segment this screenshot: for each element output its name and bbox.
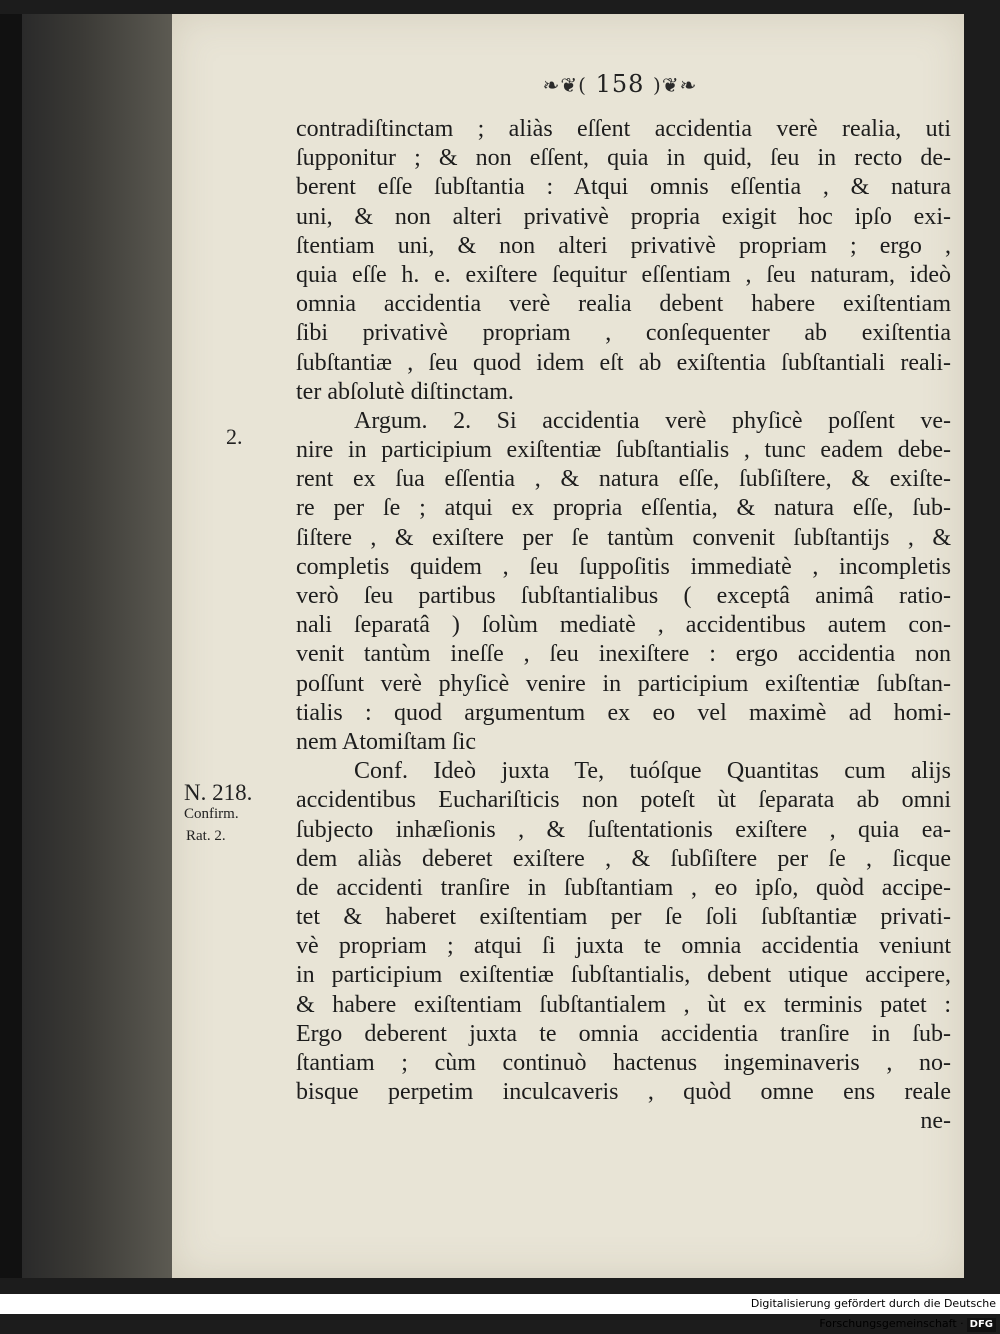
body-text (296, 115, 951, 1137)
text-line: ſubſtantiæ , ſeu quod idem eſt ab exiſtentia ſubſtantiali reali- (296, 349, 951, 376)
text-line: poſſunt verè phyſicè venire in participium exiſtentiæ ſubſtan- (296, 670, 951, 697)
text-line: rent ex ſua eſſentia , & natura eſſe, ſubſiſtere, & exiſte- (296, 466, 951, 493)
text-line: Conf. Ideò juxta Te, tuóſque Quantitas cum alijs (354, 758, 951, 785)
text-line: tialis : quod argumentum ex eo vel maximè ad homi- (296, 699, 951, 726)
text-line: quia eſſe h. e. exiſtere ſequitur eſſentiam , ſeu naturam, ideò (296, 261, 951, 288)
text-line: nire in participium exiſtentiæ ſubſtantialis , tunc eadem debe- (296, 437, 951, 464)
text-line: nem Atomiſtam ſic (296, 728, 476, 755)
dfg-logo: DFG (967, 1318, 996, 1332)
page-number: 158 (595, 70, 645, 98)
text-line: ſtentiam uni, & non alteri privativè propriam ; ergo , (296, 232, 951, 259)
text-line: verò ſeu partibus ſubſtantialibus ( exceptâ animâ ratio- (296, 583, 951, 609)
text-line: berent eſſe ſubſtantia : Atqui omnis eſſentia , & natura (296, 174, 951, 201)
margin-number-2: 2. (226, 424, 243, 449)
footer-bar (0, 1294, 612, 1314)
funding-footer (612, 1294, 1000, 1330)
text-line: in participium exiſtentiæ ſubſtantialis, debent utique accipere, (296, 962, 951, 989)
text-line: ſtantiam ; cùm continuò hactenus ingeminaveris , no- (296, 1050, 951, 1076)
text-line: nali ſeparatâ ) ſolùm mediatè , accidentibus autem con- (296, 612, 951, 639)
margin-confirm-label: Confirm. (184, 806, 239, 822)
text-line: accidentibus Euchariſticis non poteſt ùt ſeparata ab omni (296, 787, 951, 814)
catchword: ne- (920, 1108, 951, 1135)
text-line: vè propriam ; atqui ſi juxta te omnia accidentia veniunt (296, 933, 951, 960)
text-line: ſibi privativè propriam , conſequenter ab exiſtentia (296, 320, 951, 347)
text-line: & habere exiſtentiam ſubſtantialem , ùt ex terminis patet : (296, 991, 951, 1018)
text-line: ſubjecto inhæſionis , & ſuſtentationis exiſtere , quia ea- (296, 816, 951, 843)
text-line: tet & haberet exiſtentiam per ſe ſoli ſubſtantiæ privati- (296, 904, 951, 931)
funding-text: Digitalisierung gefördert durch die Deutsche Forschungsgemeinschaft · (750, 1297, 996, 1330)
margin-rat-label: Rat. 2. (186, 828, 226, 844)
text-line: contradiſtinctam ; aliàs eſſent accidentia verè realia, uti (296, 116, 951, 142)
text-line: completis quidem , ſeu ſuppoſitis immediatè , incompletis (296, 553, 951, 580)
text-line: ſupponitur ; & non eſſent, quia in quid, ſeu in recto de- (296, 145, 951, 172)
header-ornament-right: )❦❧ (653, 73, 698, 97)
text-line: re per ſe ; atqui ex propria eſſentia, & natura eſſe, ſub- (296, 495, 951, 522)
text-line: de accidenti tranſire in ſubſtantiam , eo ipſo, quòd accipe- (296, 874, 951, 901)
text-line: venit tantùm ineſſe , ſeu inexiſtere : ergo accidentia non (296, 641, 951, 668)
page-header (500, 70, 740, 104)
text-line: uni, & non alteri privativè propria exigit hoc ipſo exi- (296, 203, 951, 230)
text-line: omnia accidentia verè realia debent habere exiſtentiam (296, 291, 951, 318)
book-spine (0, 14, 22, 1278)
text-line: ſiſtere , & exiſtere per ſe tantùm convenit ſubſtantijs , & (296, 524, 951, 551)
facing-page-edge (22, 14, 172, 1278)
margin-paragraph-number: N. 218. (184, 780, 253, 805)
text-line: Ergo deberent juxta te omnia accidentia tranſire in ſub- (296, 1020, 951, 1047)
header-ornament-left: ❧❦( (542, 73, 587, 97)
text-line: bisque perpetim inculcaveris , quòd omne ens reale (296, 1079, 951, 1106)
text-line: dem aliàs deberet exiſtere , & ſubſiſtere per ſe , ſicque (296, 845, 951, 872)
text-line: Argum. 2. Si accidentia verè phyſicè poſſent ve- (354, 407, 951, 434)
text-line: ter abſolutè diſtinctam. (296, 378, 514, 405)
